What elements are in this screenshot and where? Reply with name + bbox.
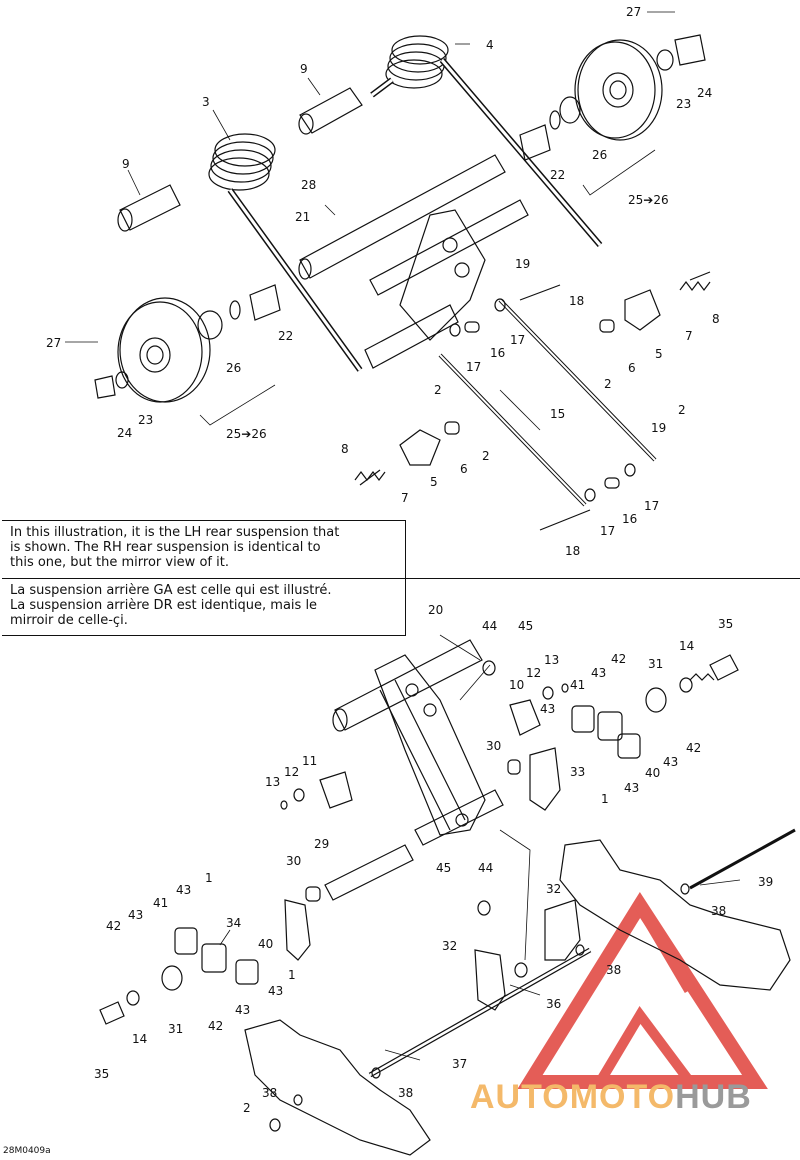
callout: 42 <box>106 919 122 933</box>
leader-lines-top <box>65 12 675 430</box>
callout: 22 <box>550 168 566 182</box>
note-line: is shown. The RH rear suspension is identical to <box>10 540 321 555</box>
callout: 14 <box>132 1032 148 1046</box>
callout: 42 <box>208 1019 224 1033</box>
callout: 37 <box>452 1057 468 1071</box>
callout: 2 <box>243 1101 251 1115</box>
bolt-18 <box>360 272 710 530</box>
callout: 10 <box>509 678 525 692</box>
callout: 9 <box>300 62 308 76</box>
shaft-37 <box>370 950 590 1075</box>
callout: 43 <box>128 908 144 922</box>
callout: 16 <box>622 512 638 526</box>
callout: 30 <box>286 854 302 868</box>
torsion-spring-4 <box>372 36 600 245</box>
callout: 18 <box>569 294 585 308</box>
callout: 38 <box>262 1086 278 1100</box>
watermark-part: AUTO <box>470 1078 570 1116</box>
callout: 3 <box>202 95 210 109</box>
callout: 31 <box>648 657 664 671</box>
callout: 16 <box>490 346 506 360</box>
callout: 29 <box>314 837 330 851</box>
callout: 25➔26 <box>628 193 669 207</box>
sleeve-9-left <box>118 185 180 231</box>
watermark-text <box>470 1078 752 1117</box>
leader-lines-bottom <box>220 635 740 1060</box>
callout: 41 <box>570 678 586 692</box>
note-line: mirroir de celle-çi. <box>10 613 128 628</box>
callout: 38 <box>606 963 622 977</box>
callout: 43 <box>591 666 607 680</box>
callout: 40 <box>258 937 274 951</box>
shock-mount-blocks <box>162 688 666 990</box>
callout: 42 <box>686 741 702 755</box>
callout: 4 <box>486 38 494 52</box>
callout: 17 <box>600 524 616 538</box>
callout: 2 <box>434 383 442 397</box>
note-line: this one, but the mirror view of it. <box>10 555 229 570</box>
callout: 17 <box>510 333 526 347</box>
callout: 43 <box>540 702 556 716</box>
callout: 8 <box>712 312 720 326</box>
note-french <box>2 578 406 636</box>
callout: 32 <box>546 882 562 896</box>
callout: 23 <box>676 97 692 111</box>
callout: 44 <box>478 861 494 875</box>
idler-wheel-bottom-left <box>95 285 280 402</box>
callout: 19 <box>651 421 667 435</box>
callout: 5 <box>655 347 663 361</box>
callout: 6 <box>628 361 636 375</box>
callout: 13 <box>544 653 560 667</box>
callout: 23 <box>138 413 154 427</box>
callout: 7 <box>685 329 693 343</box>
callout: 21 <box>295 210 311 224</box>
note-english <box>2 520 406 578</box>
diagram-id: 28M0409a <box>3 1146 51 1156</box>
callout: 2 <box>678 403 686 417</box>
callout: 36 <box>546 997 562 1011</box>
bumper-block-5 <box>400 290 660 465</box>
bushings <box>445 299 635 501</box>
callout: 19 <box>515 257 531 271</box>
callout: 38 <box>711 904 727 918</box>
callout: 9 <box>122 157 130 171</box>
callout: 31 <box>168 1022 184 1036</box>
callout: 17 <box>466 360 482 374</box>
callout: 41 <box>153 896 169 910</box>
callout: 25➔26 <box>226 427 267 441</box>
watermark-logo <box>530 905 755 1082</box>
callout: 35 <box>94 1067 110 1081</box>
callout: 20 <box>428 603 444 617</box>
callout: 11 <box>302 754 318 768</box>
section-divider <box>406 578 800 579</box>
swing-arm-bracket-top <box>400 210 485 340</box>
callout: 34 <box>226 916 242 930</box>
callout: 44 <box>482 619 498 633</box>
tube-29 <box>325 790 503 900</box>
callout: 13 <box>265 775 281 789</box>
callout: 5 <box>430 475 438 489</box>
callout: 33 <box>570 765 586 779</box>
note-line: La suspension arrière DR est identique, mais le <box>10 598 318 613</box>
callout: 14 <box>679 639 695 653</box>
callout: 43 <box>268 984 284 998</box>
callout: 15 <box>550 407 566 421</box>
link-rod-15 <box>440 300 655 505</box>
callout: 1 <box>205 871 213 885</box>
callout: 43 <box>624 781 640 795</box>
callout: 1 <box>288 968 296 982</box>
callout: 45 <box>518 619 534 633</box>
callout: 43 <box>235 1003 251 1017</box>
callout: 42 <box>611 652 627 666</box>
callout: 2 <box>482 449 490 463</box>
callout: 12 <box>284 765 300 779</box>
callout: 7 <box>401 491 409 505</box>
adjuster-35 <box>100 655 738 1024</box>
callout: 8 <box>341 442 349 456</box>
callout: 26 <box>226 361 242 375</box>
rear-swing-arm <box>375 655 485 835</box>
callout: 35 <box>718 617 734 631</box>
callout: 1 <box>601 792 609 806</box>
callout: 2 <box>604 377 612 391</box>
watermark-part: HUB <box>675 1078 752 1116</box>
callout: 12 <box>526 666 542 680</box>
callout: 27 <box>626 5 642 19</box>
callout: 17 <box>644 499 660 513</box>
long-bolt-39 <box>690 830 795 888</box>
note-line: In this illustration, it is the LH rear suspension that <box>10 525 340 540</box>
callout: 28 <box>301 178 317 192</box>
callout: 39 <box>758 875 774 889</box>
callout: 43 <box>663 755 679 769</box>
callout: 27 <box>46 336 62 350</box>
bracket-32 <box>285 748 580 1010</box>
callout: 24 <box>117 426 133 440</box>
callout: 18 <box>565 544 581 558</box>
callout: 38 <box>398 1086 414 1100</box>
callout: 24 <box>697 86 713 100</box>
watermark-part: MOTO <box>569 1078 676 1116</box>
callout: 6 <box>460 462 468 476</box>
sleeve-9-top <box>299 88 362 134</box>
callout: 30 <box>486 739 502 753</box>
callout: 32 <box>442 939 458 953</box>
note-line: La suspension arrière GA est celle qui est illustré. <box>10 583 332 598</box>
callout: 43 <box>176 883 192 897</box>
callout: 22 <box>278 329 294 343</box>
callout: 40 <box>645 766 661 780</box>
callout: 45 <box>436 861 452 875</box>
callout: 26 <box>592 148 608 162</box>
